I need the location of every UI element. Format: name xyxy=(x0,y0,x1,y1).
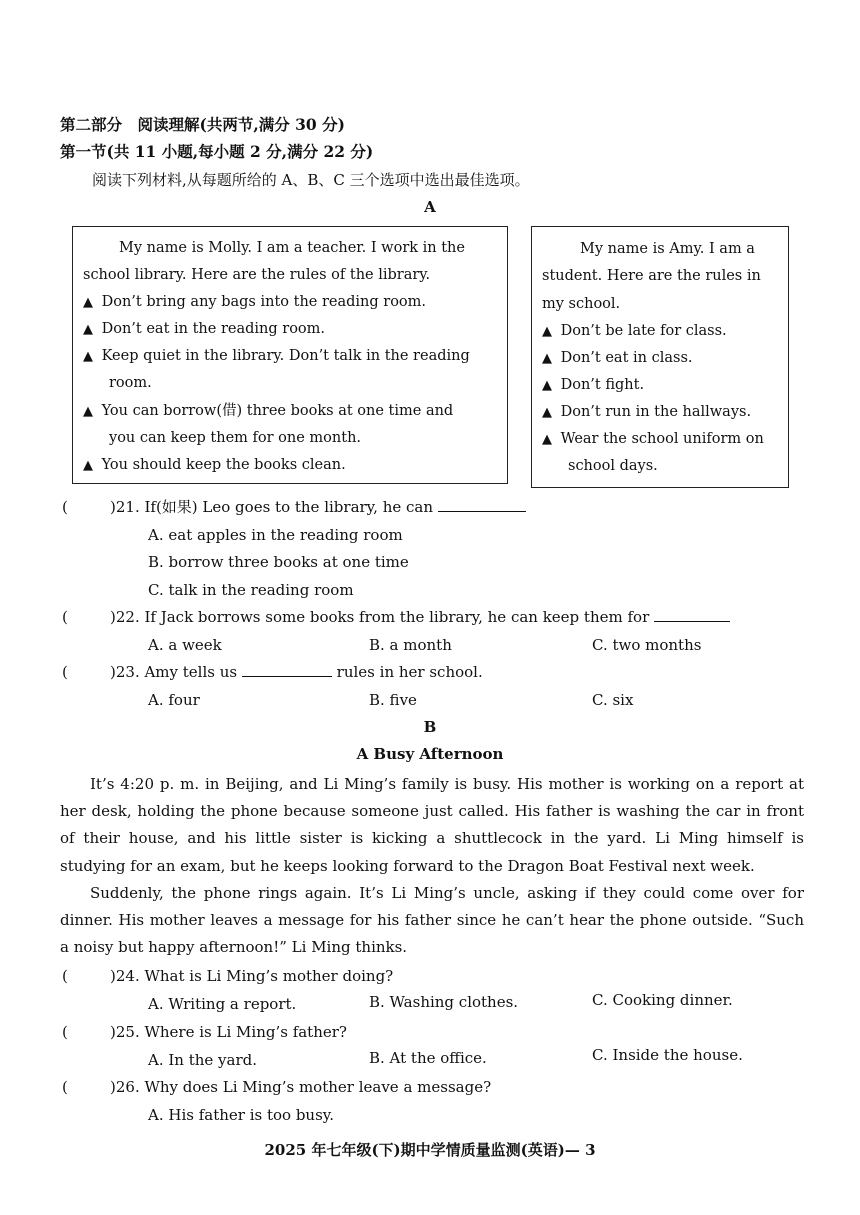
triangle-bullet-icon: ▲ xyxy=(542,432,552,447)
answer-paren: ( xyxy=(62,663,68,681)
box-line: My name is Amy. I am a xyxy=(580,241,755,257)
option-b[interactable]: B. a month xyxy=(369,636,452,654)
answer-blank[interactable] xyxy=(242,662,332,677)
question-23: )23. Amy tells us xyxy=(110,663,238,681)
section-title: 第二部分 阅读理解(共两节,满分 30 分) xyxy=(60,115,345,134)
triangle-bullet-icon: ▲ xyxy=(83,322,93,337)
rule-item: Don’t eat in class. xyxy=(560,350,693,366)
passage-b-body xyxy=(60,771,804,961)
option-a[interactable]: A. eat apples in the reading room xyxy=(148,526,403,544)
passage-b-label: B xyxy=(423,718,437,736)
question-21: )21. If(如果) Leo goes to the library, he can xyxy=(110,498,434,516)
box-line: My name is Molly. I am a teacher. I work in the xyxy=(119,240,465,256)
question-26: )26. Why does Li Ming’s mother leave a message? xyxy=(110,1078,492,1096)
option-b[interactable]: B. five xyxy=(369,691,417,709)
paragraph: Suddenly, the phone rings again. It’s Li Ming’s uncle, asking if they could come over for dinner. His mother leaves a message for his father since he can’t hear the phone outside. “Such a noisy but happy afternoon!” Li Ming thinks. xyxy=(60,883,804,957)
answer-blank[interactable] xyxy=(438,497,526,512)
triangle-bullet-icon: ▲ xyxy=(83,404,93,419)
rule-item: You can borrow(借) three books at one time and xyxy=(101,403,454,419)
instruction: 阅读下列材料,从每题所给的 A、B、C 三个选项中选出最佳选项。 xyxy=(92,171,530,189)
answer-paren: ( xyxy=(62,608,68,626)
triangle-bullet-icon: ▲ xyxy=(83,295,93,310)
triangle-bullet-icon: ▲ xyxy=(542,378,552,393)
rule-item-cont: room. xyxy=(109,375,152,391)
rule-item: Wear the school uniform on xyxy=(560,431,764,447)
option-b[interactable]: B. At the office. xyxy=(369,1049,487,1067)
option-c[interactable]: C. six xyxy=(592,691,634,709)
answer-paren: ( xyxy=(62,1078,68,1096)
rule-item: Don’t eat in the reading room. xyxy=(101,321,326,337)
rule-item: You should keep the books clean. xyxy=(101,457,346,473)
answer-paren: ( xyxy=(62,1023,68,1041)
box-line: school library. Here are the rules of the library. xyxy=(83,267,431,283)
option-a[interactable]: A. a week xyxy=(148,636,222,654)
triangle-bullet-icon: ▲ xyxy=(542,405,552,420)
rule-item: Don’t be late for class. xyxy=(560,323,727,339)
answer-paren: ( xyxy=(62,967,68,985)
answer-blank[interactable] xyxy=(654,607,730,622)
box-line: student. Here are the rules in xyxy=(542,268,761,284)
option-a[interactable]: A. In the yard. xyxy=(148,1051,258,1069)
option-c[interactable]: C. two months xyxy=(592,636,702,654)
section-subtitle: 第一节(共 11 小题,每小题 2 分,满分 22 分) xyxy=(60,142,374,161)
option-c[interactable]: C. Inside the house. xyxy=(592,1046,743,1064)
rule-item: Don’t fight. xyxy=(560,377,645,393)
school-rules-box xyxy=(531,226,789,488)
passage-a-label: A xyxy=(424,198,436,216)
option-b[interactable]: B. Washing clothes. xyxy=(369,993,519,1011)
rule-item-cont: you can keep them for one month. xyxy=(109,430,362,446)
page-footer: 2025 年七年级(下)期中学情质量监测(英语)— 3 xyxy=(264,1141,596,1159)
answer-paren: ( xyxy=(62,498,68,516)
triangle-bullet-icon: ▲ xyxy=(542,324,552,339)
passage-b-title: A Busy Afternoon xyxy=(356,745,504,763)
rule-item-cont: school days. xyxy=(568,458,658,474)
rule-item: Don’t run in the hallways. xyxy=(560,404,752,420)
option-a[interactable]: A. Writing a report. xyxy=(148,995,297,1013)
option-c[interactable]: C. talk in the reading room xyxy=(148,581,354,599)
rule-item: Keep quiet in the library. Don’t talk in the reading xyxy=(101,348,470,364)
question-24: )24. What is Li Ming’s mother doing? xyxy=(110,967,394,985)
option-b[interactable]: B. borrow three books at one time xyxy=(148,553,409,571)
library-rules-box xyxy=(72,226,508,484)
option-a[interactable]: A. four xyxy=(148,691,200,709)
triangle-bullet-icon: ▲ xyxy=(542,351,552,366)
question-22: )22. If Jack borrows some books from the library, he can keep them for xyxy=(110,608,650,626)
option-a[interactable]: A. His father is too busy. xyxy=(148,1106,335,1124)
question-25: )25. Where is Li Ming’s father? xyxy=(110,1023,347,1041)
option-c[interactable]: C. Cooking dinner. xyxy=(592,991,733,1009)
triangle-bullet-icon: ▲ xyxy=(83,458,93,473)
triangle-bullet-icon: ▲ xyxy=(83,349,93,364)
paragraph: It’s 4:20 p. m. in Beijing, and Li Ming’s family is busy. His mother is working on a report at her desk, holding the phone because someone just called. His father is washing the car in front of their house, and his little sister is kicking a shuttlecock in the yard. Li Ming himself is studying for an exam, but he keeps looking forward to the Dragon Boat Festival next week. xyxy=(60,775,804,875)
rule-item: Don’t bring any bags into the reading room. xyxy=(101,294,427,310)
box-line: my school. xyxy=(542,296,621,312)
question-23-cont: rules in her school. xyxy=(336,663,483,681)
